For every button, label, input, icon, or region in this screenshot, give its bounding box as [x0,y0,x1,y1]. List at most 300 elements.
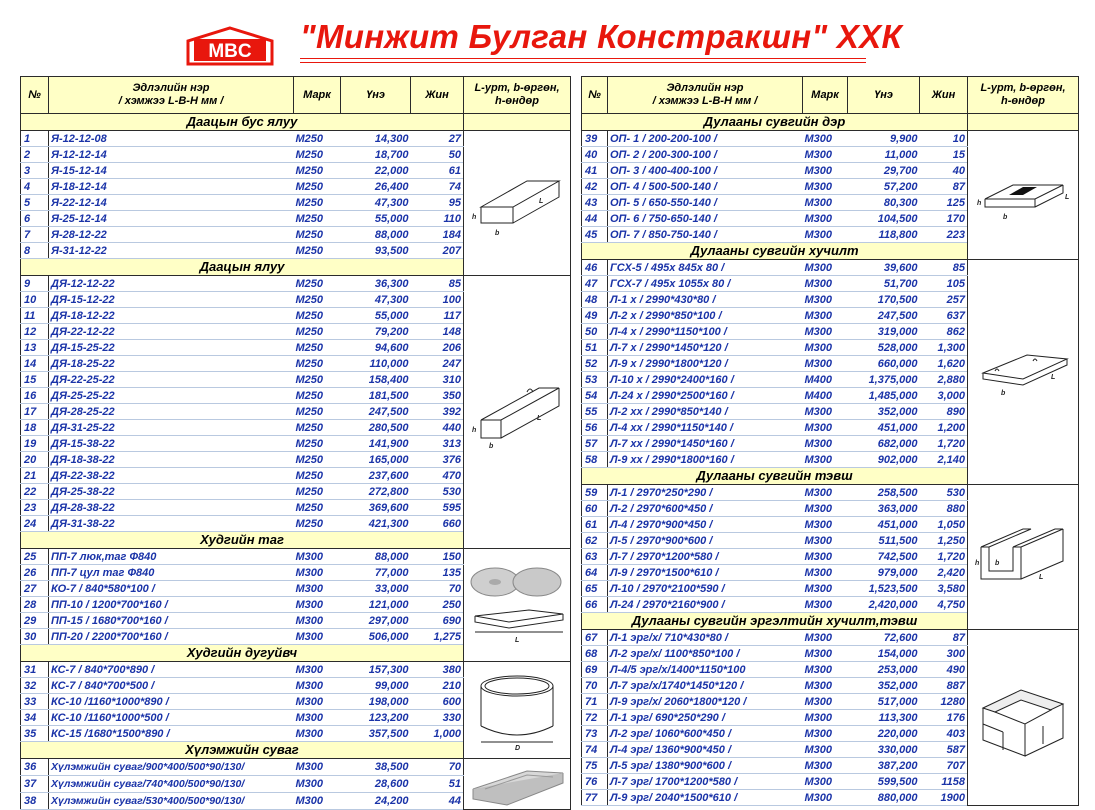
product-name: ДЯ-22-12-22 [49,324,294,340]
price: 104,500 [848,211,920,227]
section-title: Дулааны сувгийн эргэлтийн хучилт,тэвш [582,613,968,630]
concrete-mark: M300 [803,340,848,356]
section-header [21,114,571,131]
svg-text:h: h [472,426,477,434]
price: 123,200 [341,710,411,726]
weight: 887 [920,678,968,694]
product-name: Я-18-12-14 [49,179,294,195]
weight: 530 [411,484,464,500]
price: 253,000 [848,662,920,678]
product-name: ОП- 6 / 750-650-140 / [608,211,803,227]
weight: 184 [411,227,464,243]
concrete-mark: M250 [294,420,341,436]
row-number: 25 [21,549,49,565]
svg-text:b: b [489,442,494,450]
concrete-mark: M300 [803,308,848,324]
svg-text:D: D [515,744,521,752]
price: 357,500 [341,726,411,742]
product-name: ОП- 4 / 500-500-140 / [608,179,803,195]
lintel-drawing-icon [464,276,571,549]
table-row [582,630,1079,646]
product-name: ДЯ-22-25-22 [49,372,294,388]
concrete-mark: M300 [803,179,848,195]
row-number: 8 [21,243,49,259]
svg-text:L: L [1065,194,1070,201]
price: 451,000 [848,420,920,436]
row-number: 52 [582,356,608,372]
row-number: 11 [21,308,49,324]
row-number: 4 [21,179,49,195]
product-name: Л-2 эрг/х/ 1100*850*100 / [608,646,803,662]
price: 51,700 [848,276,920,292]
concrete-mark: M300 [803,678,848,694]
col-dims-header: L-урт, b-өргөн, h-өндөр [968,77,1079,114]
row-number: 5 [21,195,49,211]
title-underline-2 [300,62,866,63]
weight: 150 [411,549,464,565]
row-number: 34 [21,710,49,726]
product-name: Л-24 х / 2990*2500*160 / [608,388,803,404]
section-title: Даацын ялуу [21,259,464,276]
slab-drawing-icon [968,260,1079,485]
section-title: Дулааны сувгийн дэр [582,114,968,131]
row-number: 62 [582,533,608,549]
product-name: Л-1 эрг/ 690*250*290 / [608,710,803,726]
weight: 1,050 [920,517,968,533]
product-name: Л-9 хх / 2990*1800*160 / [608,452,803,468]
product-name: Л-1 / 2970*250*290 / [608,485,803,501]
concrete-mark: M300 [803,662,848,678]
price: 682,000 [848,436,920,452]
weight: 707 [920,758,968,774]
row-number: 57 [582,436,608,452]
support-pad-drawing-icon [968,131,1079,260]
weight: 1,200 [920,420,968,436]
price: 363,000 [848,501,920,517]
concrete-mark: M250 [294,388,341,404]
price: 387,200 [848,758,920,774]
price: 1,485,000 [848,388,920,404]
svg-text:h: h [472,214,477,221]
row-number: 1 [21,131,49,147]
weight: 100 [411,292,464,308]
concrete-mark: M250 [294,243,341,259]
price: 11,000 [848,147,920,163]
concrete-mark: M300 [294,726,341,742]
weight: 207 [411,243,464,259]
weight: 890 [920,404,968,420]
concrete-mark: M300 [803,501,848,517]
title-underline [300,58,866,59]
price: 80,300 [848,195,920,211]
price: 57,200 [848,179,920,195]
row-number: 37 [21,776,49,793]
row-number: 54 [582,388,608,404]
weight: 85 [411,276,464,292]
price-table-right [581,76,1079,806]
row-number: 67 [582,630,608,646]
product-name: КС-10 /1160*1000*500 / [49,710,294,726]
price: 599,500 [848,774,920,790]
page-title: "Минжит Булган Констракшн" ХХК [300,18,903,55]
product-name: Л-7 эрг/х/1740*1450*120 / [608,678,803,694]
svg-text:h: h [977,200,982,207]
weight: 1,620 [920,356,968,372]
row-number: 64 [582,565,608,581]
price: 110,000 [341,356,411,372]
weight: 74 [411,179,464,195]
row-number: 40 [582,147,608,163]
concrete-mark: M250 [294,404,341,420]
concrete-mark: M300 [803,227,848,243]
concrete-mark: M250 [294,340,341,356]
concrete-mark: M250 [294,516,341,532]
price: 26,400 [341,179,411,195]
price: 141,900 [341,436,411,452]
row-number: 28 [21,597,49,613]
table-row [582,485,1079,501]
product-name: ДЯ-22-38-22 [49,468,294,484]
concrete-mark: M300 [803,549,848,565]
col-dims-header: L-урт, b-өргөн, h-өндөр [464,77,571,114]
concrete-mark: M250 [294,500,341,516]
weight: 392 [411,404,464,420]
price: 352,000 [848,404,920,420]
product-name: ДЯ-18-38-22 [49,452,294,468]
weight: 300 [920,646,968,662]
price: 55,000 [341,308,411,324]
product-name: ПП-7 люк,таг Ф840 [49,549,294,565]
price: 319,000 [848,324,920,340]
product-name: ПП-20 / 2200*700*160 / [49,629,294,645]
concrete-mark: M250 [294,484,341,500]
row-number: 17 [21,404,49,420]
row-number: 44 [582,211,608,227]
weight: 2,140 [920,452,968,468]
price: 18,700 [341,147,411,163]
row-number: 10 [21,292,49,308]
row-number: 72 [582,710,608,726]
weight: 1,275 [411,629,464,645]
price: 165,000 [341,452,411,468]
section-header [582,114,1079,131]
weight: 600 [411,694,464,710]
svg-text:b: b [1001,390,1006,397]
row-number: 33 [21,694,49,710]
row-number: 21 [21,468,49,484]
concrete-mark: M300 [294,678,341,694]
weight: 637 [920,308,968,324]
row-number: 69 [582,662,608,678]
product-name: Л-4 х / 2990*1150*100 / [608,324,803,340]
section-title: Дулааны сувгийн тэвш [582,468,968,485]
well-cover-photo-icon [464,549,571,662]
price-table-left [20,76,571,810]
price: 22,000 [341,163,411,179]
col-num-header: № [582,77,608,114]
row-number: 63 [582,549,608,565]
product-name: Л-4 / 2970*900*450 / [608,517,803,533]
col-name-header: Эдлэлийн нэр / хэмжээ L-B-H мм / [49,77,294,114]
weight: 313 [411,436,464,452]
row-number: 9 [21,276,49,292]
weight: 470 [411,468,464,484]
row-number: 56 [582,420,608,436]
concrete-mark: M300 [803,710,848,726]
price: 38,500 [341,759,411,776]
row-number: 60 [582,501,608,517]
product-name: ДЯ-18-12-22 [49,308,294,324]
concrete-mark: M300 [803,211,848,227]
price: 258,500 [848,485,920,501]
weight: 223 [920,227,968,243]
row-number: 38 [21,793,49,810]
row-number: 74 [582,742,608,758]
product-name: Л-24 / 2970*2160*900 / [608,597,803,613]
weight: 530 [920,485,968,501]
price: 421,300 [341,516,411,532]
row-number: 71 [582,694,608,710]
concrete-mark: M300 [294,710,341,726]
svg-text:L: L [539,198,544,205]
price: 352,000 [848,678,920,694]
weight: 1,250 [920,533,968,549]
concrete-mark: M250 [294,131,341,147]
concrete-mark: M300 [803,646,848,662]
product-name: КС-10 /1160*1000*890 / [49,694,294,710]
price: 77,000 [341,565,411,581]
concrete-mark: M300 [803,131,848,147]
row-number: 26 [21,565,49,581]
row-number: 65 [582,581,608,597]
concrete-mark: M300 [294,759,341,776]
col-mark-header: Марк [803,77,848,114]
concrete-mark: M250 [294,436,341,452]
product-name: ДЯ-12-12-22 [49,276,294,292]
product-name: Л-2 эрг/ 1060*600*450 / [608,726,803,742]
row-number: 47 [582,276,608,292]
weight: 51 [411,776,464,793]
concrete-mark: M250 [294,292,341,308]
price: 297,000 [341,613,411,629]
row-number: 24 [21,516,49,532]
col-price-header: Үнэ [848,77,920,114]
product-name: Л-7 х / 2990*1450*120 / [608,340,803,356]
concrete-mark: M300 [803,356,848,372]
weight: 380 [411,662,464,678]
row-number: 66 [582,597,608,613]
row-number: 51 [582,340,608,356]
col-weight-header: Жин [411,77,464,114]
weight: 70 [411,759,464,776]
price: 36,300 [341,276,411,292]
price: 94,600 [341,340,411,356]
price: 154,000 [848,646,920,662]
product-name: КС-7 / 840*700*890 / [49,662,294,678]
price: 88,000 [341,227,411,243]
product-name: ПП-10 / 1200*700*160 / [49,597,294,613]
weight: 176 [920,710,968,726]
product-name: Л-1 х / 2990*430*80 / [608,292,803,308]
row-number: 12 [21,324,49,340]
weight: 350 [411,388,464,404]
concrete-mark: M300 [803,597,848,613]
concrete-mark: M300 [294,776,341,793]
price: 79,200 [341,324,411,340]
row-number: 43 [582,195,608,211]
concrete-mark: M300 [803,260,848,276]
row-number: 22 [21,484,49,500]
col-mark-header: Марк [294,77,341,114]
table-header-row [21,77,571,114]
weight: 880 [920,501,968,517]
product-name: ДЯ-18-25-22 [49,356,294,372]
product-name: Л-10 / 2970*2100*590 / [608,581,803,597]
product-name: Л-10 х / 2990*2400*160 / [608,372,803,388]
price: 2,420,000 [848,597,920,613]
weight: 862 [920,324,968,340]
svg-text:L: L [1039,574,1044,581]
price: 280,500 [341,420,411,436]
product-name: ПП-15 / 1680*700*160 / [49,613,294,629]
weight: 206 [411,340,464,356]
row-number: 55 [582,404,608,420]
price: 742,500 [848,549,920,565]
product-name: ОП- 3 / 400-400-100 / [608,163,803,179]
product-name: Л-2 хх / 2990*850*140 / [608,404,803,420]
price: 902,000 [848,452,920,468]
concrete-mark: M250 [294,356,341,372]
concrete-mark: M400 [803,372,848,388]
weight: 40 [920,163,968,179]
weight: 587 [920,742,968,758]
table-row [21,759,571,776]
product-name: Л-9 х / 2990*1800*120 / [608,356,803,372]
row-number: 75 [582,758,608,774]
concrete-mark: M250 [294,452,341,468]
product-name: ДЯ-15-12-22 [49,292,294,308]
row-number: 35 [21,726,49,742]
row-number: 46 [582,260,608,276]
weight: 3,000 [920,388,968,404]
row-number: 13 [21,340,49,356]
product-name: ДЯ-15-25-22 [49,340,294,356]
price: 247,500 [848,308,920,324]
product-name: Хүлэмжийн суваг/900*400/500*90/130/ [49,759,294,776]
price: 170,500 [848,292,920,308]
price: 88,000 [341,549,411,565]
row-number: 68 [582,646,608,662]
product-name: ДЯ-15-38-22 [49,436,294,452]
section-title: Худгийн дугуйвч [21,645,464,662]
product-name: Я-25-12-14 [49,211,294,227]
table-row [582,131,1079,147]
product-name: Я-22-12-14 [49,195,294,211]
row-number: 50 [582,324,608,340]
concrete-mark: M300 [294,549,341,565]
price: 72,600 [848,630,920,646]
concrete-mark: M300 [803,452,848,468]
row-number: 23 [21,500,49,516]
section-title: Хүлэмжийн суваг [21,742,464,759]
row-number: 45 [582,227,608,243]
row-number: 7 [21,227,49,243]
row-number: 31 [21,662,49,678]
row-number: 18 [21,420,49,436]
concrete-mark: M300 [803,758,848,774]
table-header-row [582,77,1079,114]
gutter-photo-icon [464,759,571,810]
row-number: 14 [21,356,49,372]
svg-text:b: b [1003,214,1008,221]
col-price-header: Үнэ [341,77,411,114]
concrete-mark: M300 [294,581,341,597]
row-number: 19 [21,436,49,452]
weight: 87 [920,630,968,646]
weight: 1,720 [920,549,968,565]
weight: 1,300 [920,340,968,356]
product-name: ОП- 2 / 200-300-100 / [608,147,803,163]
row-number: 48 [582,292,608,308]
row-number: 2 [21,147,49,163]
concrete-mark: M300 [294,629,341,645]
product-name: ДЯ-25-25-22 [49,388,294,404]
concrete-mark: M250 [294,276,341,292]
product-name: ДЯ-28-38-22 [49,500,294,516]
price: 113,300 [848,710,920,726]
weight: 2,880 [920,372,968,388]
col-num-header: № [21,77,49,114]
weight: 44 [411,793,464,810]
table-row [21,549,571,565]
weight: 403 [920,726,968,742]
concrete-mark: M300 [803,565,848,581]
concrete-mark: M300 [803,147,848,163]
section-title: Даацын бус ялуу [21,114,464,131]
concrete-mark: M300 [803,163,848,179]
concrete-mark: M300 [803,533,848,549]
product-name: ДЯ-25-38-22 [49,484,294,500]
product-name: Л-1 эрг/х/ 710*430*80 / [608,630,803,646]
row-number: 30 [21,629,49,645]
row-number: 15 [21,372,49,388]
weight: 210 [411,678,464,694]
col-name-header: Эдлэлийн нэр / хэмжээ L-B-H мм / [608,77,803,114]
row-number: 3 [21,163,49,179]
concrete-mark: M300 [803,630,848,646]
weight: 61 [411,163,464,179]
weight: 135 [411,565,464,581]
product-name: Л-9 эрг/ 2040*1500*610 / [608,790,803,806]
weight: 595 [411,500,464,516]
row-number: 59 [582,485,608,501]
weight: 27 [411,131,464,147]
concrete-mark: M300 [294,597,341,613]
price: 220,000 [848,726,920,742]
weight: 1158 [920,774,968,790]
weight: 660 [411,516,464,532]
price: 237,600 [341,468,411,484]
concrete-mark: M250 [294,468,341,484]
svg-text:b: b [995,560,1000,567]
price: 517,000 [848,694,920,710]
row-number: 41 [582,163,608,179]
price: 9,900 [848,131,920,147]
table-row [21,276,571,292]
product-name: Л-7 эрг/ 1700*1200*580 / [608,774,803,790]
table-row [21,131,571,147]
weight: 250 [411,597,464,613]
